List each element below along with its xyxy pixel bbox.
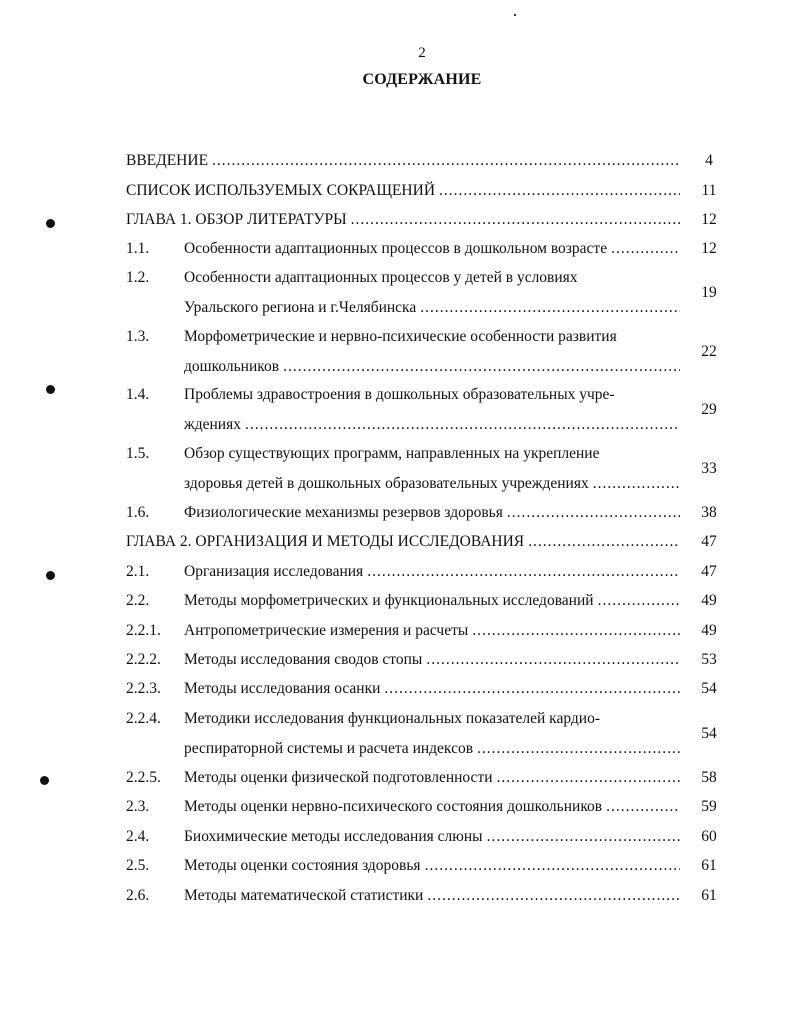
toc-entry-number: 2.2. — [126, 592, 150, 609]
dot-leader — [351, 205, 680, 235]
toc-entry-number: 2.2.3. — [126, 680, 161, 697]
toc-entry-title-line: ждениях — [184, 415, 241, 433]
toc-entry-title-line: респираторной системы и расчета индексов — [184, 739, 474, 757]
margin-bullet-mark — [46, 219, 55, 228]
toc-entry — [0, 380, 792, 439]
toc-entry-title — [184, 674, 680, 704]
toc-entry-title — [184, 498, 680, 528]
toc-entry-page: 58 — [701, 769, 717, 786]
toc-entry-title-line: Физиологические механизмы резервов здоровья — [184, 504, 503, 521]
dot-leader — [507, 498, 680, 528]
dot-leader — [598, 586, 680, 616]
toc-entry — [0, 234, 792, 264]
toc-entry-title-line: Биохимические методы исследования слюны — [184, 828, 483, 845]
dot-leader — [425, 851, 680, 881]
toc-entry — [0, 792, 792, 822]
toc-entry-title — [184, 263, 680, 322]
toc-entry-page: 12 — [701, 211, 717, 228]
toc-entry-page: 61 — [701, 857, 717, 874]
page-number: 2 — [418, 45, 426, 61]
toc-entry-title-line: Уральского региона и г.Челябинска — [184, 298, 417, 316]
toc-entry-title-line: Методы оценки физической подготовленности — [184, 769, 493, 786]
dot-leader — [477, 734, 680, 764]
toc-entry — [0, 527, 792, 557]
toc-entry-title-line: Методы оценки состояния здоровья — [184, 857, 421, 874]
toc-entry-title-line: Методы исследования сводов стопы — [184, 651, 423, 668]
toc-entry-title — [184, 380, 680, 439]
dot-leader — [487, 822, 680, 852]
toc-entry-title-line: дошкольников — [184, 357, 280, 375]
toc-entry-title-line: Антропометрические измерения и расчеты — [184, 622, 469, 639]
toc-entry-number: 1.5. — [126, 445, 150, 462]
toc-entry — [0, 704, 792, 763]
toc-entry-number: 2.3. — [126, 798, 150, 815]
toc-entry-number: 1.4. — [126, 386, 150, 403]
dot-leader — [420, 293, 680, 323]
toc-entry-title-line: СПИСОК ИСПОЛЬЗУЕМЫХ СОКРАЩЕНИЙ — [126, 182, 436, 199]
dot-leader — [593, 469, 680, 499]
toc-entry-number: 2.4. — [126, 828, 150, 845]
toc-entry-title-line: Организация исследования — [184, 563, 364, 580]
toc-entry-page: 54 — [701, 680, 717, 697]
toc-entry-title — [184, 822, 680, 852]
toc-entry-title — [184, 586, 680, 616]
toc-entry-page: 33 — [701, 459, 717, 477]
toc-entry-page: 29 — [701, 400, 717, 418]
toc-entry-title-line: ГЛАВА 2. ОРГАНИЗАЦИЯ И МЕТОДЫ ИССЛЕДОВАНИЯ — [126, 533, 525, 550]
toc-entry-page: 38 — [701, 504, 717, 521]
toc-entry-title-line: Особенности адаптационных процессов в дошкольном возрасте — [184, 240, 608, 257]
toc-entry-title-line: Обзор существующих программ, направленных на укрепление — [184, 445, 600, 462]
dot-leader — [497, 763, 680, 793]
toc-entry-title — [184, 851, 680, 881]
margin-bullet-mark — [46, 385, 55, 394]
toc-entry-number: 1.2. — [126, 269, 150, 286]
toc-entry — [0, 439, 792, 498]
toc-entry — [0, 322, 792, 381]
toc-entry-title-line: Методы исследования осанки — [184, 680, 381, 697]
toc-entry — [0, 851, 792, 881]
toc-entry-title — [184, 616, 680, 646]
dot-leader — [212, 146, 680, 176]
toc-entry-title — [126, 146, 680, 176]
toc-entry-title-line: Морфометрические и нервно-психические особенности развития — [184, 328, 617, 345]
toc-entry-page: 12 — [701, 240, 717, 257]
toc-entry-title — [184, 439, 680, 498]
toc-entry — [0, 263, 792, 322]
toc-entry-page: 59 — [701, 798, 717, 815]
toc-entry — [0, 674, 792, 704]
scan-speck — [514, 14, 516, 16]
toc-entry-page: 49 — [701, 622, 717, 639]
toc-entry — [0, 498, 792, 528]
toc-entry-title — [184, 322, 680, 381]
toc-entry-title-line: Методы оценки нервно-психического состояния дошкольников — [184, 798, 603, 815]
toc-entry-page: 49 — [701, 592, 717, 609]
page-title: СОДЕРЖАНИЕ — [362, 71, 482, 88]
toc-entry — [0, 763, 792, 793]
toc-entry-page: 54 — [701, 724, 717, 742]
toc-entry-title — [184, 881, 680, 911]
toc-entry-title — [184, 234, 680, 264]
toc-entry — [0, 822, 792, 852]
toc-entry — [0, 616, 792, 646]
toc-entry-title-line: Методики исследования функциональных показателей кардио- — [184, 710, 600, 727]
toc-entry-number: 2.2.4. — [126, 710, 161, 727]
toc-entry-page: 22 — [701, 342, 717, 360]
toc-entry-number: 1.6. — [126, 504, 150, 521]
toc-entry — [0, 205, 792, 235]
dot-leader — [283, 352, 680, 382]
toc-entry-page: 61 — [701, 887, 717, 904]
margin-bullet-mark — [46, 571, 55, 580]
dot-leader — [439, 176, 680, 206]
toc-entry — [0, 881, 792, 911]
toc-entry-title-line: ВВЕДЕНИЕ — [126, 152, 209, 169]
toc-entry-title — [184, 557, 680, 587]
toc-entry-number: 2.2.5. — [126, 769, 161, 786]
toc-entry-title-line: Методы морфометрических и функциональных исследований — [184, 592, 594, 609]
margin-bullet-mark — [40, 776, 49, 785]
toc-entry-number: 2.2.2. — [126, 651, 161, 668]
toc-entry-title-line: ГЛАВА 1. ОБЗОР ЛИТЕРАТУРЫ — [126, 211, 347, 228]
toc-entry-number: 1.3. — [126, 328, 150, 345]
dot-leader — [427, 881, 680, 911]
toc-entry — [0, 176, 792, 206]
dot-leader — [426, 645, 680, 675]
toc-entry — [0, 557, 792, 587]
toc-entry-title-line: Особенности адаптационных процессов у детей в условиях — [184, 269, 578, 286]
toc-entry — [0, 146, 792, 176]
toc-entry-page: 4 — [705, 152, 713, 169]
dot-leader — [611, 234, 680, 264]
toc-entry-page: 60 — [701, 828, 717, 845]
toc-entry — [0, 645, 792, 675]
toc-entry-page: 19 — [701, 283, 717, 301]
toc-entry-number: 1.1. — [126, 240, 150, 257]
toc-entry-title — [184, 645, 680, 675]
toc-entry-page: 47 — [701, 533, 717, 550]
toc-entry-number: 2.5. — [126, 857, 150, 874]
dot-leader — [528, 527, 680, 557]
toc-entry-title — [184, 792, 680, 822]
toc-entry-number: 2.2.1. — [126, 622, 161, 639]
toc-entry-title-line: здоровья детей в дошкольных образовательных учреждениях — [184, 474, 589, 492]
toc-entry-title — [184, 763, 680, 793]
toc-entry-title — [184, 704, 680, 763]
dot-leader — [367, 557, 680, 587]
toc-entry-title — [126, 176, 680, 206]
toc-entry-page: 11 — [701, 182, 717, 199]
dot-leader — [384, 674, 680, 704]
dot-leader — [245, 410, 680, 440]
dot-leader — [606, 792, 680, 822]
toc-entry-title-line: Методы математической статистики — [184, 887, 424, 904]
toc-entry-title — [126, 205, 680, 235]
toc-entry-page: 47 — [701, 563, 717, 580]
toc-entry-number: 2.1. — [126, 563, 150, 580]
toc-entry-number: 2.6. — [126, 887, 150, 904]
dot-leader — [472, 616, 680, 646]
toc-entry-title — [126, 527, 680, 557]
toc-entry-page: 53 — [701, 651, 717, 668]
toc-entry-title-line: Проблемы здравостроения в дошкольных образовательных учре- — [184, 386, 615, 403]
toc-entry — [0, 586, 792, 616]
